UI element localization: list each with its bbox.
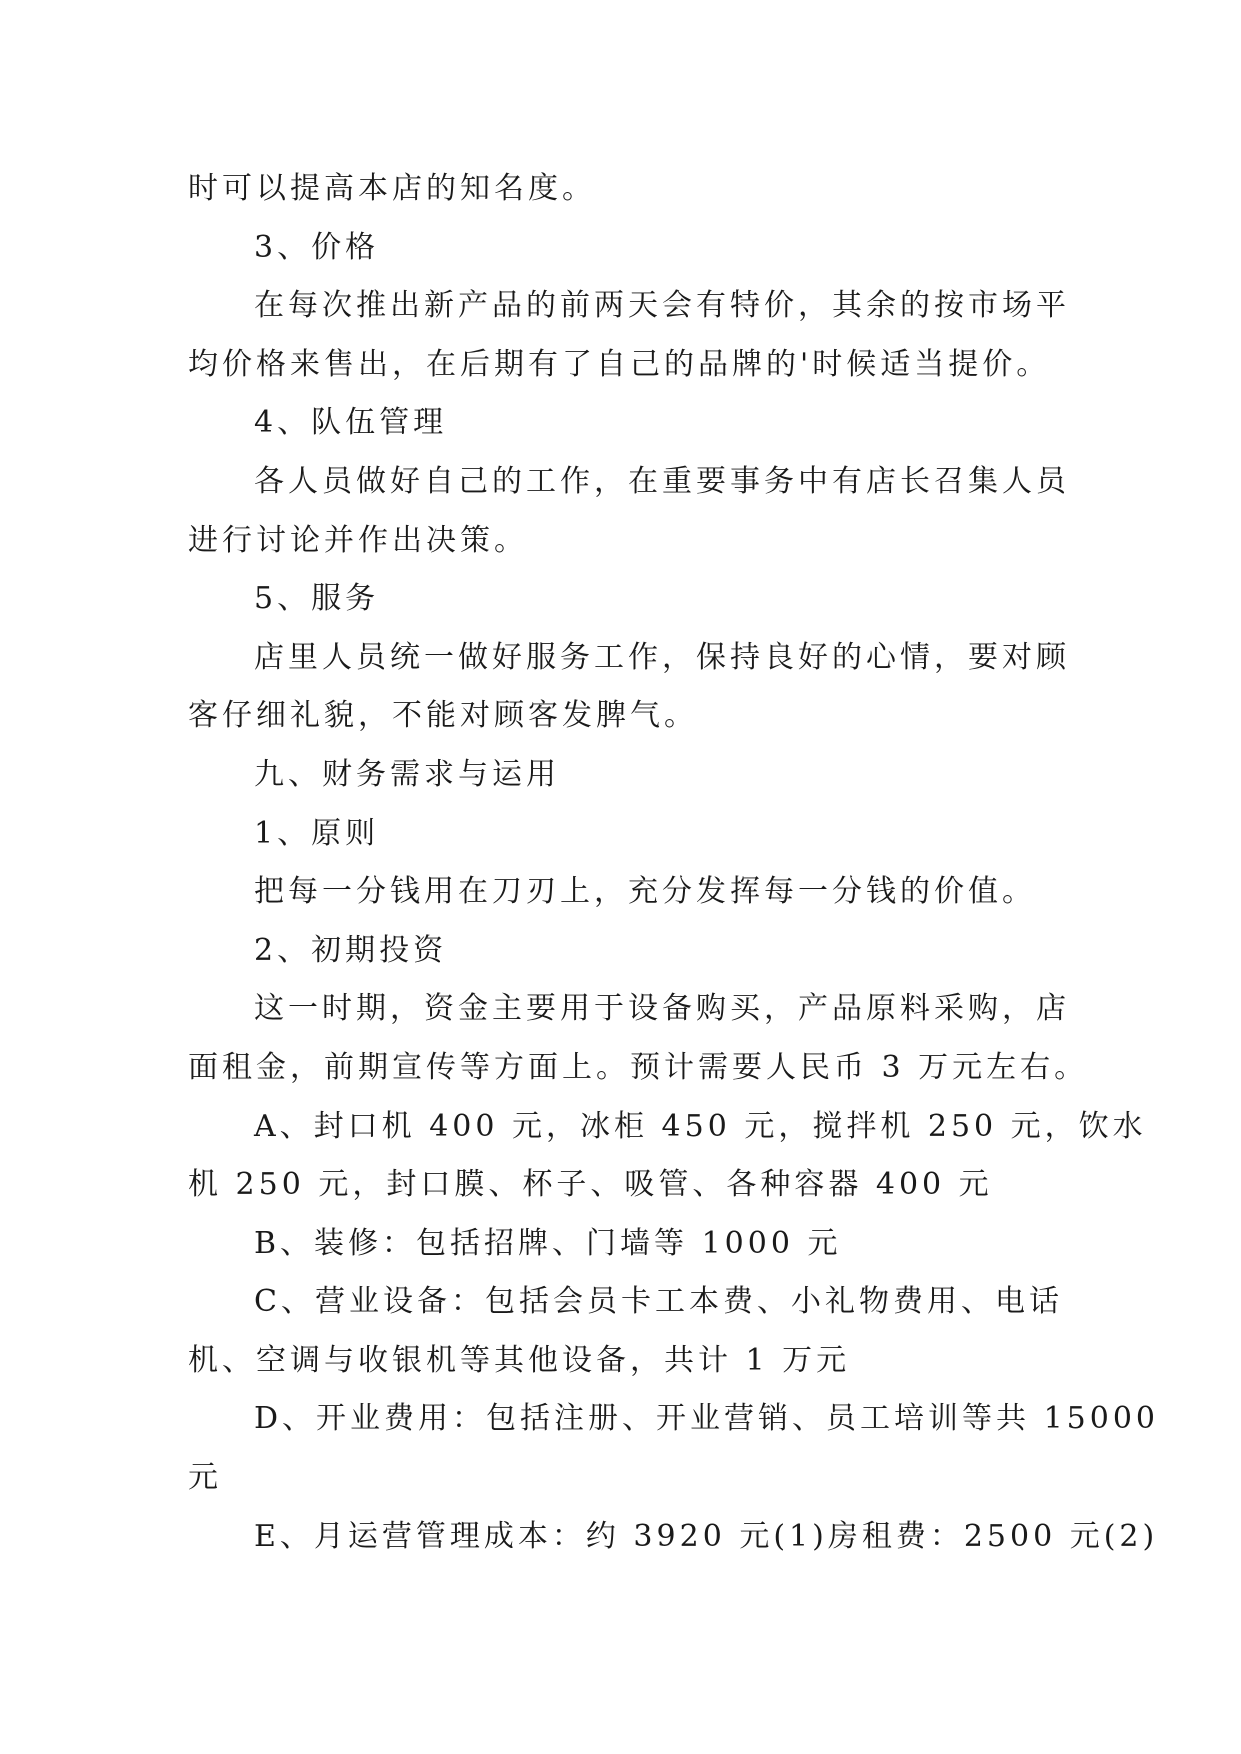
text-line: 2、初期投资 [254,932,448,968]
text-line: B、装修：包括招牌、门墙等 1000 元 [254,1225,842,1261]
text-line: 均价格来售出，在后期有了自己的品牌的'时候适当提价。 [188,346,1051,382]
text-line: E、月运营管理成本：约 3920 元(1)房租费：2500 元(2) [254,1518,1159,1554]
text-line: 5、服务 [254,581,380,617]
document-body [188,160,1160,1566]
text-line: C、营业设备：包括会员卡工本费、小礼物费用、电话 [254,1284,1063,1320]
text-line: A、封口机 400 元，冰柜 450 元，搅拌机 250 元，饮水 [254,1108,1147,1144]
text-line: 面租金，前期宣传等方面上。预计需要人民币 3 万元左右。 [188,1049,1089,1085]
text-line: 店里人员统一做好服务工作，保持良好的心情，要对顾 [254,639,1070,675]
text-line: 九、财务需求与运用 [254,756,560,792]
text-line: 这一时期，资金主要用于设备购买，产品原料采购，店 [254,991,1070,1027]
text-line: 把每一分钱用在刀刃上，充分发挥每一分钱的价值。 [254,874,1036,910]
text-line: 3、价格 [254,229,380,265]
text-line: 各人员做好自己的工作，在重要事务中有店长召集人员 [254,463,1070,499]
text-line: 客仔细礼貌，不能对顾客发脾气。 [188,698,698,734]
text-line: 进行讨论并作出决策。 [188,522,528,558]
text-line: 机 250 元，封口膜、杯子、吸管、各种容器 400 元 [188,1167,993,1203]
text-line: 在每次推出新产品的前两天会有特价，其余的按市场平 [254,288,1070,324]
text-line: 时可以提高本店的知名度。 [188,171,596,206]
text-line: 1、原则 [254,815,380,851]
text-line: 元 [188,1460,222,1496]
text-line: 4、队伍管理 [254,405,448,441]
text-line: D、开业费用：包括注册、开业营销、员工培训等共 15000 [254,1401,1160,1437]
text-line: 机、空调与收银机等其他设备，共计 1 万元 [188,1342,851,1378]
